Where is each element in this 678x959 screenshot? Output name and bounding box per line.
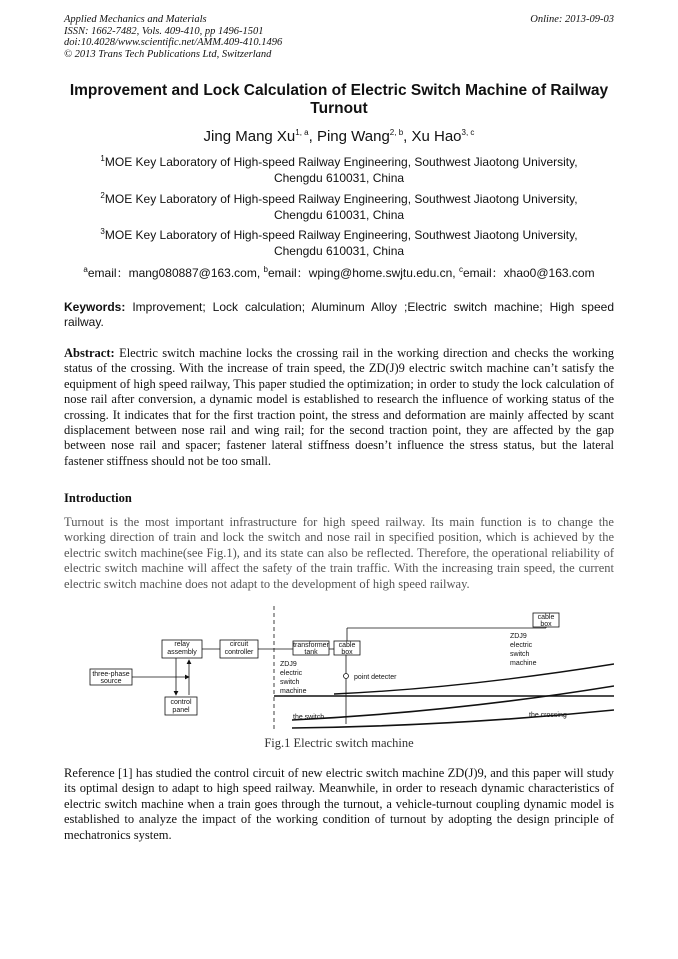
reference-paragraph: Reference [1] has studied the control circuit of new electric switch machine ZD(J)9, and this paper will study its optimal design to adapt to high speed railway. Meanwhile, in order to reseach dynamic characteristics of electric switch machine when a train goes through the turnout, a vehicle-turnout coupling dynamic model is established to analyze the impact of the working condition of turnout by adopting the design principle of mechatronics system. bbox=[64, 766, 614, 842]
affil-city: Chengdu 610031, China bbox=[273, 243, 405, 258]
relay-label-2: assembly bbox=[167, 649, 197, 656]
paper-title: Improvement and Lock Calculation of Electric Switch Machine of Railway Turnout bbox=[69, 82, 609, 117]
email-sup: a bbox=[83, 265, 88, 274]
zdj9-left-label-4: machine bbox=[280, 688, 307, 695]
zdj9-left-label-2: electric bbox=[280, 670, 303, 677]
email-value[interactable]: xhao0@163.com bbox=[503, 266, 595, 280]
zdj9-right-label-1: ZDJ9 bbox=[510, 633, 527, 640]
abstract-text: Electric switch machine locks the crossing rail in the working direction and checks the working status of the crossing. With the increase of train speed, the ZD(J)9 electric switch machine can’t satisfy the equipment of high speed railway, This paper studied the optimization; in order to study the lock calculation of nose rail after conversion, a dynamic model is established to research the influence of working status of the crossing. It indicates that for the first traction point, the stress and deformation are mainly affected by scant displacement between nose rail and wing rail; for the second traction point, they are affected by the gap between nose rail and spacer; fastener lateral stiffness doesn’t influence the stress status, but the lateral fastener stiffness should not be too small. bbox=[64, 346, 615, 468]
affil-num: 2 bbox=[100, 191, 105, 200]
circuit-label-1: circuit bbox=[229, 641, 249, 648]
email-label: email bbox=[462, 266, 492, 280]
control-panel-label-1: control bbox=[170, 699, 192, 706]
email-sup: b bbox=[263, 265, 268, 274]
journal-header bbox=[64, 14, 614, 60]
email-sup: c bbox=[458, 265, 463, 274]
zdj9-left-label-1: ZDJ9 bbox=[280, 661, 297, 668]
affil-num: 1 bbox=[100, 154, 105, 163]
figure-diagram bbox=[64, 606, 614, 732]
keywords bbox=[64, 300, 614, 330]
author-sup: 3, c bbox=[461, 128, 475, 137]
affiliation bbox=[64, 192, 614, 223]
control-panel-label-2: panel bbox=[172, 707, 190, 714]
transformer-label-2: tank bbox=[304, 649, 318, 656]
keywords-label: Keywords: bbox=[64, 300, 126, 314]
zdj9-right-label-3: switch bbox=[510, 651, 530, 658]
affil-city: Chengdu 610031, China bbox=[273, 170, 405, 185]
affil-line: MOE Key Laboratory of High-speed Railway Engineering, Southwest Jiaotong University, bbox=[104, 155, 578, 169]
zdj9-right-label-4: machine bbox=[510, 660, 537, 667]
issn-line: ISSN: 1662-7482, Vols. 409-410, pp 1496-1501 bbox=[64, 25, 264, 37]
cable-box-1-label-1: cable bbox=[338, 642, 356, 649]
author-sup: 2, b bbox=[389, 128, 404, 137]
zdj9-left-label-3: switch bbox=[280, 679, 300, 686]
email-label: email bbox=[87, 266, 117, 280]
affiliation bbox=[64, 228, 614, 259]
zdj9-right-label-2: electric bbox=[510, 642, 533, 649]
affil-num: 3 bbox=[100, 227, 105, 236]
copyright-line: © 2013 Trans Tech Publications Ltd, Switzerland bbox=[64, 48, 272, 60]
author-name: Ping Wang bbox=[316, 128, 390, 145]
abstract bbox=[64, 346, 614, 469]
three-phase-label-1: three-phase bbox=[92, 671, 130, 678]
affil-line: MOE Key Laboratory of High-speed Railway Engineering, Southwest Jiaotong University, bbox=[104, 192, 578, 206]
email-value[interactable]: mang080887@163.com bbox=[128, 266, 257, 280]
affil-city: Chengdu 610031, China bbox=[273, 207, 405, 222]
author-sup: 1, a bbox=[295, 128, 309, 137]
abstract-label: Abstract: bbox=[64, 346, 115, 360]
cable-box-1-label-2: box bbox=[341, 649, 353, 656]
email-list: $^a$email：mang080887@163.com, $^b$email：wping@home.swjtu.edu.cn, $^c$email：xhao0@163.com bbox=[83, 265, 595, 280]
circuit-label-2: controller bbox=[224, 649, 254, 656]
author-list: Jing Mang Xu$^{1, a}$, Ping Wang$^{2, b}$, Xu Hao$^{3, c}$ bbox=[203, 128, 475, 145]
introduction-paragraph: Turnout is the most important infrastructure for high speed railway. Its main function is to change the working direction of train and lock the switch and nose rail in specified position, which is achieved by the electric switch machine(see Fig.1), and its state can also be reflected. Therefore, the operational reliability of electric switch machine will affect the safety of the train traffic. With the increasing train speed, the current electric switch machine does not adapt to the development of high speed railway. bbox=[64, 515, 614, 591]
three-phase-label-2: source bbox=[100, 678, 122, 685]
affil-line: MOE Key Laboratory of High-speed Railway Engineering, Southwest Jiaotong University, bbox=[104, 228, 578, 242]
figure-caption: Fig.1 Electric switch machine bbox=[264, 736, 414, 750]
transformer-label-1: transformer bbox=[293, 642, 329, 649]
cable-box-2-label-2: box bbox=[540, 621, 552, 628]
the-switch-label: the switch bbox=[293, 714, 325, 721]
affiliation bbox=[64, 155, 614, 186]
keywords-text: Improvement; Lock calculation; Aluminum Alloy ;Electric switch machine; High speed railway. bbox=[64, 300, 614, 329]
author-name: Jing Mang Xu bbox=[203, 128, 296, 145]
journal-name: Applied Mechanics and Materials bbox=[64, 14, 207, 25]
email-value[interactable]: wping@home.swjtu.edu.cn bbox=[308, 266, 453, 280]
doi-line: doi:10.4028/www.scientific.net/AMM.409-410.1496 bbox=[64, 37, 283, 48]
author-name: Xu Hao bbox=[411, 128, 462, 145]
online-date: Online: 2013-09-03 bbox=[530, 14, 614, 25]
section-heading-introduction: Introduction bbox=[64, 491, 132, 505]
figure-electric-switch-machine bbox=[64, 606, 614, 732]
email-label: email bbox=[267, 266, 297, 280]
relay-label-1: relay bbox=[174, 641, 190, 648]
the-crossing-label: the crossing bbox=[529, 712, 567, 719]
point-detecter-label: point detecter bbox=[354, 674, 397, 681]
cable-box-2-label-1: cable bbox=[537, 614, 555, 621]
